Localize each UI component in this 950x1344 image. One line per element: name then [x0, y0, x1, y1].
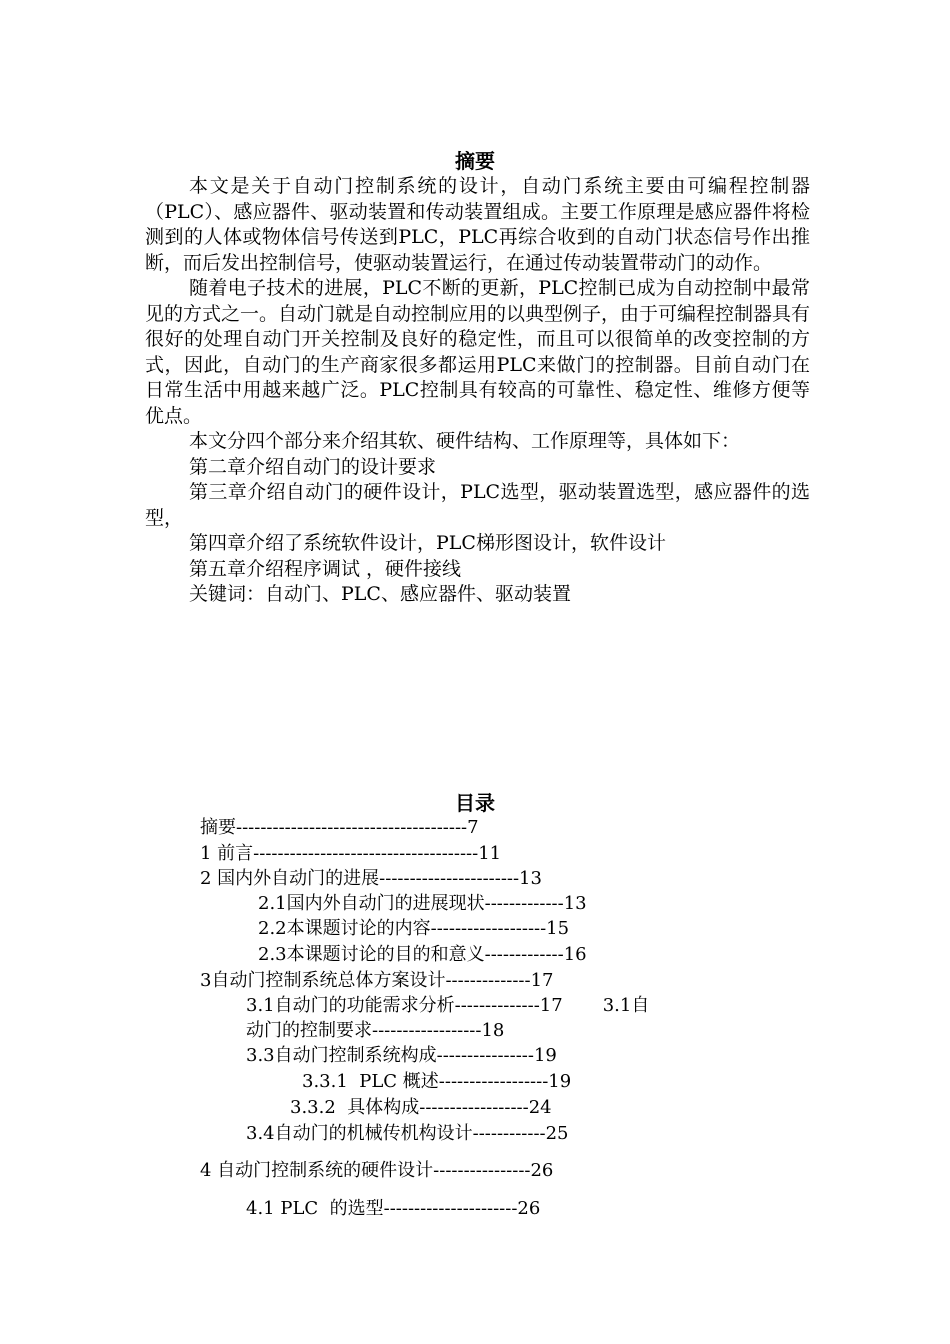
toc-entry[interactable]: 2.3本课题讨论的目的和意义-------------16 — [258, 944, 587, 965]
toc-entry[interactable]: 3自动门控制系统总体方案设计--------------17 — [200, 970, 554, 991]
toc-entry[interactable]: 2.2本课题讨论的内容-------------------15 — [258, 918, 570, 939]
toc-title: 目录 — [455, 791, 495, 815]
abstract-chapter-5: 第五章介绍程序调试 ，硬件接线 — [189, 557, 462, 580]
toc-entry[interactable]: 3.4自动门的机械传机构设计------------25 — [246, 1123, 569, 1144]
toc-entry[interactable]: 2 国内外自动门的进展-----------------------13 — [200, 868, 542, 889]
toc-entry[interactable]: 摘要--------------------------------------7 — [200, 817, 479, 838]
abstract-chapter-3: 第三章介绍自动门的硬件设计，PLC选型，驱动装置选型，感应器件的选型， — [145, 481, 810, 529]
toc-entry[interactable]: 2.1国内外自动门的进展现状-------------13 — [258, 893, 587, 914]
abstract-keywords: 关键词：自动门、PLC、感应器件、驱动装置 — [189, 583, 571, 605]
abstract-chapter-2: 第二章介绍自动门的设计要求 — [189, 455, 437, 478]
toc-entry[interactable]: 3.3.2 具体构成------------------24 — [290, 1097, 552, 1118]
toc-entry[interactable]: 3.3.1 PLC 概述------------------19 — [302, 1071, 572, 1092]
toc-entry[interactable]: 动门的控制要求------------------18 — [246, 1020, 505, 1041]
abstract-paragraph-outline: 本文分四个部分来介绍其软、硬件结构、工作原理等，具体如下： — [189, 430, 741, 452]
toc-entry[interactable]: 3.1自动门的功能需求分析--------------17 3.1自 — [246, 995, 650, 1016]
toc-entry[interactable]: 4 自动门控制系统的硬件设计----------------26 — [200, 1160, 554, 1181]
abstract-chapter-4: 第四章介绍了系统软件设计，PLC梯形图设计，软件设计 — [189, 532, 666, 554]
toc-entry[interactable]: 3.3自动门控制系统构成----------------19 — [246, 1045, 557, 1066]
abstract-paragraph-intro: 本文是关于自动门控制系统的设计，自动门系统主要由可编程控制器（PLC）、感应器件、驱动装置和传动装置组成。主要工作原理是感应器件将检测到的人体或物体信号传送到PLC，PLC再综合收到的自动门状态信号作出推断，而后发出控制信号，使驱动装置运行，在通过传动装置带动门的动作。 — [145, 175, 810, 274]
toc-entry[interactable]: 4.1 PLC 的选型----------------------26 — [246, 1198, 541, 1219]
toc-entry[interactable]: 1 前言-------------------------------------11 — [200, 843, 502, 864]
abstract-paragraph-background: 随着电子技术的进展，PLC不断的更新，PLC控制已成为自动控制中最常见的方式之一。自动门就是自动控制应用的以典型例子，由于可编程控制器具有很好的处理自动门开关控制及良好的稳定性，而且可以很简单的改变控制的方式，因此，自动门的生产商家很多都运用PLC来做门的控制器。目前自动门在日常生活中用越来越广泛。PLC控制具有较高的可靠性、稳定性、维修方便等优点。 — [145, 277, 811, 427]
abstract-body — [145, 174, 810, 608]
abstract-title: 摘要 — [455, 149, 495, 173]
